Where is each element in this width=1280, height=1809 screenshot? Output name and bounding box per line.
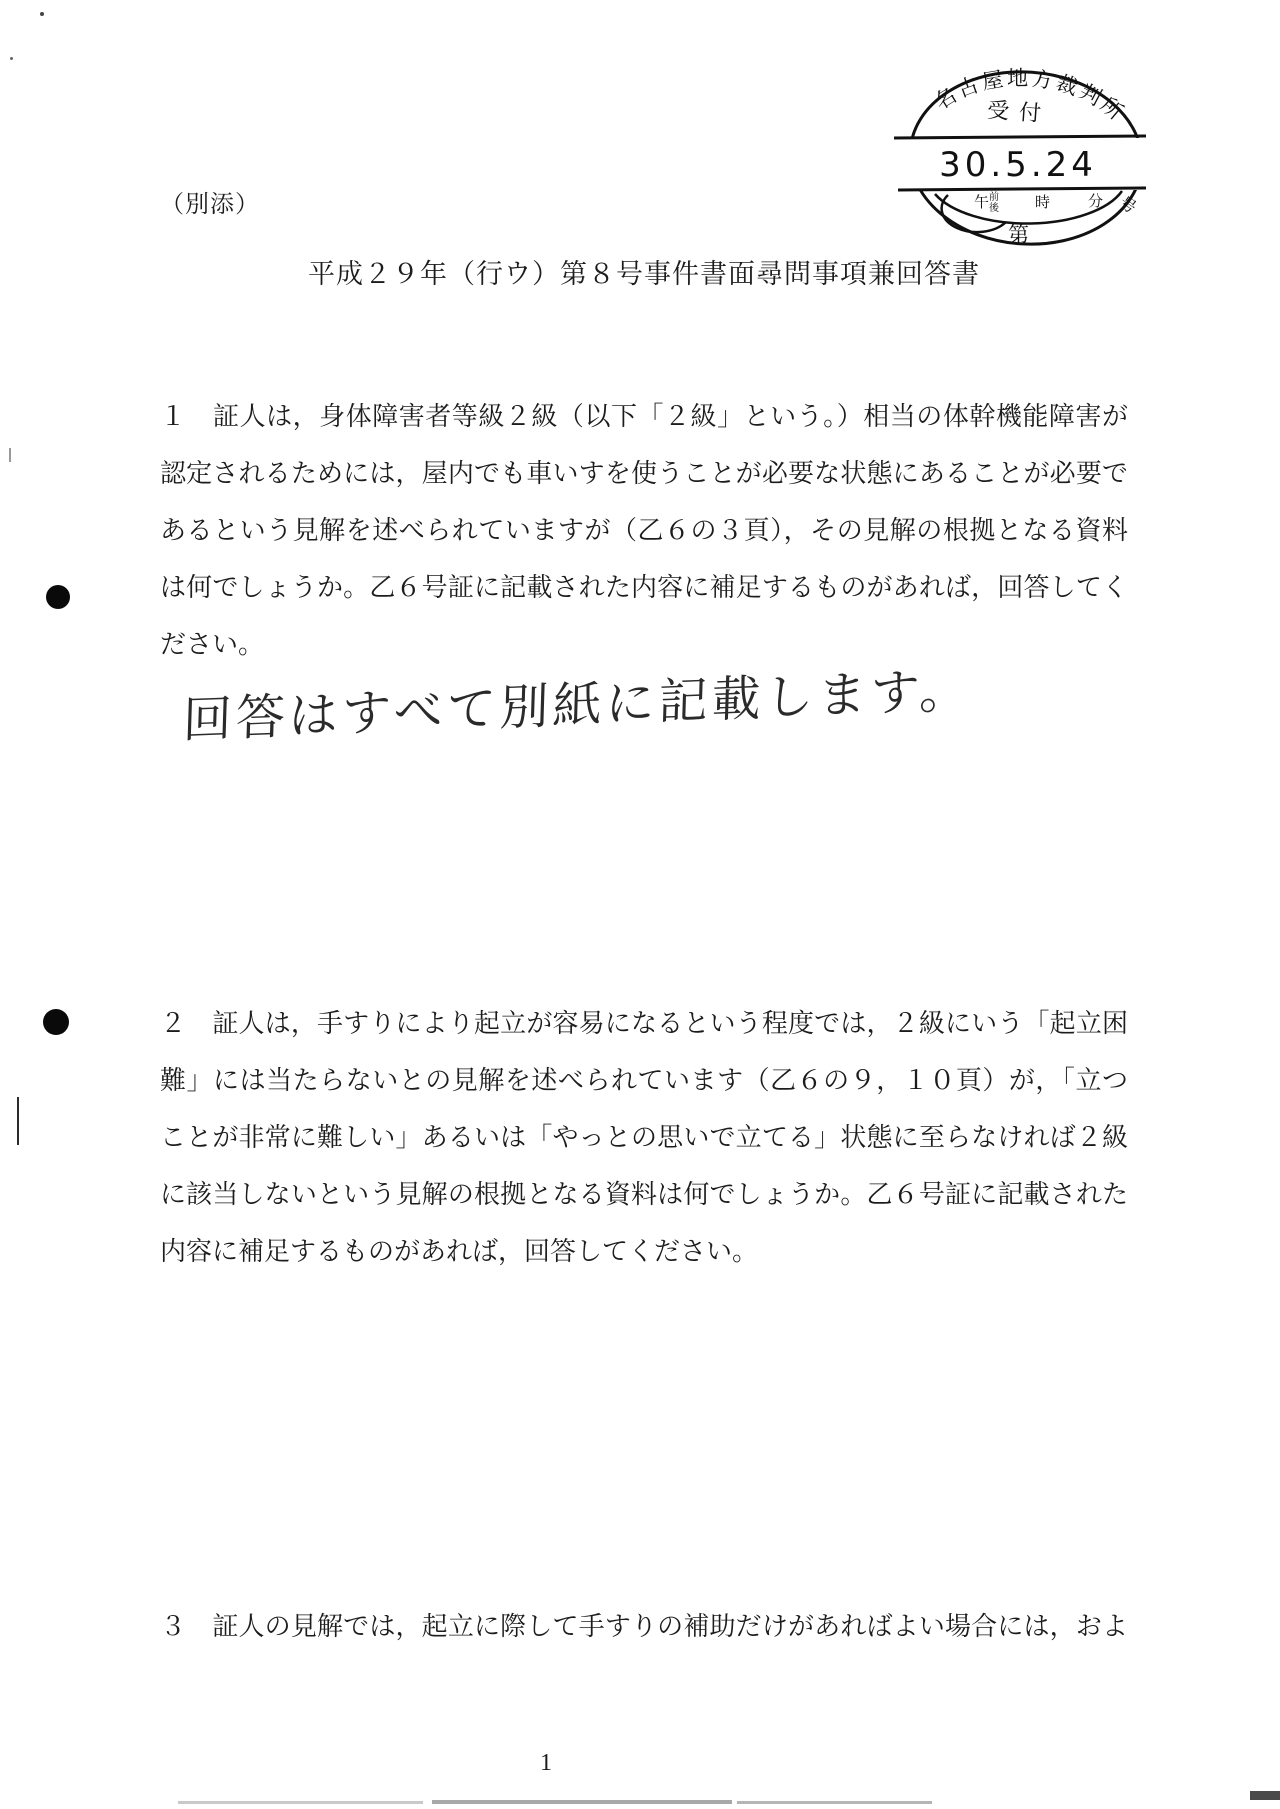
- question-3: [160, 1598, 1128, 1655]
- stamp-number-suffix: 号: [1115, 194, 1139, 218]
- stamp-court-arc-text: 名古屋地方裁判所: [930, 66, 1130, 127]
- attachment-label: （別添）: [160, 192, 260, 218]
- scan-artifact: [40, 12, 44, 16]
- page-number: 1: [540, 1750, 552, 1776]
- stamp-received-label: 受付: [986, 97, 1053, 127]
- question-2-line: 難」には当たらないとの見解を述べられています（乙６の９，１０頁）が，「立つ: [160, 1066, 1128, 1095]
- scan-edge-mark: [17, 1097, 19, 1145]
- question-1-line: １ 証人は，身体障害者等級２級（以下「２級」という。）相当の体幹機能障害が: [160, 402, 1128, 431]
- question-1-line: は何でしょうか。乙６号証に記載された内容に補足するものがあれば，回答してく: [160, 573, 1128, 602]
- stamp-noon-label: 午: [974, 195, 990, 211]
- stamp-minute-label: 分: [1088, 194, 1104, 210]
- handwritten-answer-note: 回答はすべて別紙に記載します。: [181, 661, 974, 750]
- punch-hole-mark: [46, 585, 70, 609]
- scan-artifact: [737, 1801, 932, 1804]
- stamp-number-prefix: 第: [1008, 223, 1029, 247]
- question-2-line: ２ 証人は，手すりにより起立が容易になるという程度では，２級にいう「起立困: [160, 1009, 1128, 1038]
- scan-artifact: [1250, 1791, 1280, 1800]
- question-1-line: 認定されるためには，屋内でも車いすを使うことが必要な状態にあることが必要で: [160, 459, 1128, 488]
- punch-hole-mark: [43, 1009, 69, 1035]
- stamp-hour-label: 時: [1035, 195, 1051, 211]
- scan-artifact: [178, 1801, 423, 1804]
- scan-artifact: [432, 1800, 732, 1804]
- question-2: [160, 995, 1128, 1280]
- court-receipt-stamp: [890, 64, 1150, 256]
- question-2-line: に該当しないという見解の根拠となる資料は何でしょうか。乙６号証に記載された: [160, 1180, 1128, 1209]
- question-2-line: 内容に補足するものがあれば，回答してください。: [160, 1237, 759, 1266]
- question-3-line: ３ 証人の見解では，起立に際して手すりの補助だけがあればよい場合には，およ: [160, 1612, 1128, 1641]
- stamp-pm-label: 後: [989, 203, 999, 214]
- stamp-am-label: 前: [989, 192, 999, 203]
- scan-artifact: [10, 57, 13, 60]
- question-1-line: ださい。: [160, 630, 265, 659]
- document-title: 平成２９年（行ウ）第８号事件書面尋問事項兼回答書: [308, 259, 980, 289]
- stamp-date: 30.5.24: [939, 145, 1097, 185]
- question-1-line: あるという見解を述べられていますが（乙６の３頁），その見解の根拠となる資料: [160, 516, 1128, 545]
- question-1: [160, 388, 1128, 673]
- question-2-line: ことが非常に難しい」あるいは「やっとの思いで立てる」状態に至らなければ２級: [160, 1123, 1128, 1152]
- scan-edge-mark: [9, 448, 11, 462]
